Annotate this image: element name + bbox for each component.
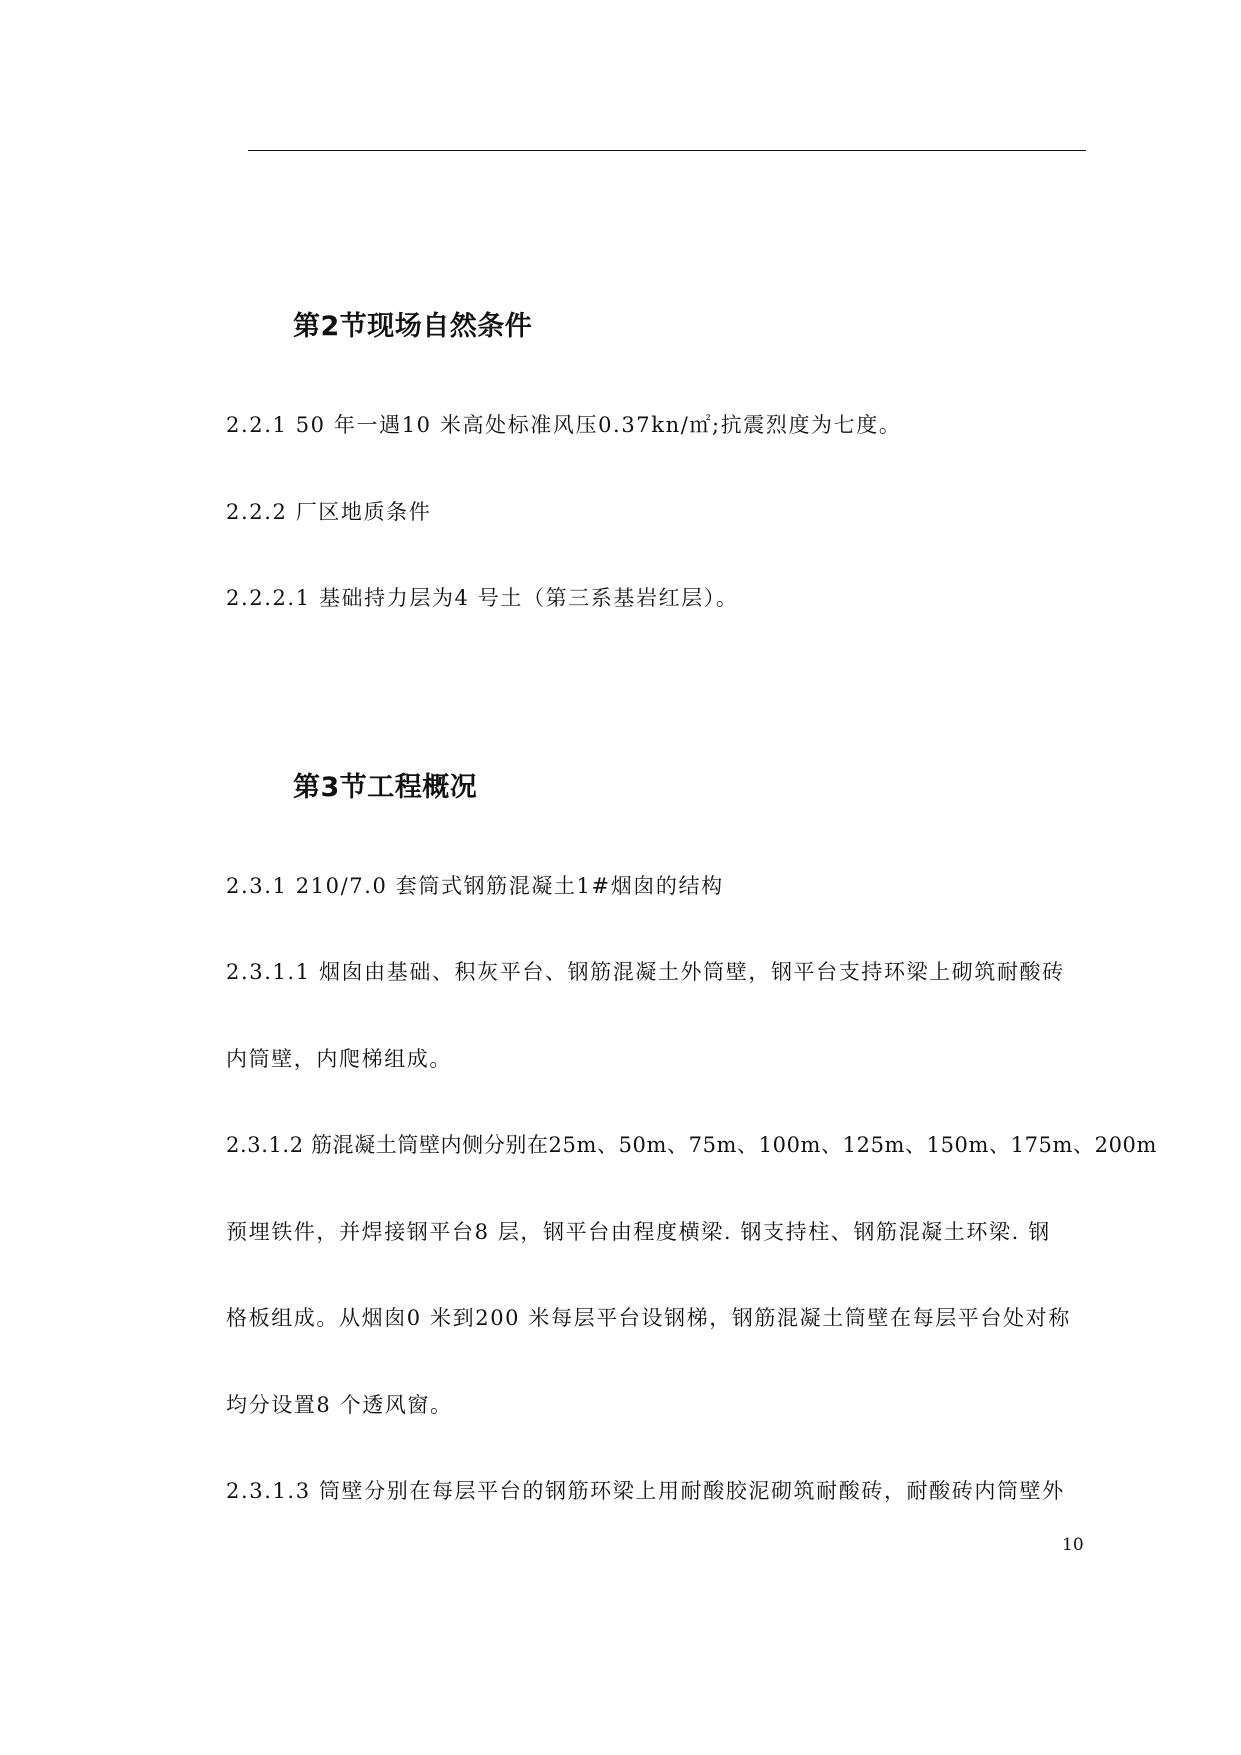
paragraph-2-3-1-2-line2: 预埋铁件，并焊接钢平台8 层，钢平台由程度横梁. 钢支持柱、钢筋混凝土环梁. 钢: [226, 1220, 1051, 1244]
page-number: 10: [1062, 1535, 1084, 1555]
section-heading-2: 第2节现场自然条件: [293, 311, 533, 342]
paragraph-2-3-1: 2.3.1 210/7.0 套筒式钢筋混凝土1#烟囱的结构: [226, 874, 724, 898]
paragraph-2-3-1-2-line3: 格板组成。从烟囱0 米到200 米每层平台设钢梯，钢筋混凝土筒壁在每层平台处对称: [226, 1306, 1071, 1330]
paragraph-2-2-2-1: 2.2.2.1 基础持力层为4 号土（第三系基岩红层）。: [226, 586, 739, 610]
header-rule: [248, 150, 1086, 151]
paragraph-2-3-1-1: 2.3.1.1 烟囱由基础、积灰平台、钢筋混凝土外筒壁，钢平台支持环梁上砌筑耐酸砖: [226, 960, 1065, 984]
paragraph-2-3-1-2-line4: 均分设置8 个透风窗。: [226, 1393, 453, 1417]
paragraph-2-2-1: 2.2.1 50 年一遇10 米高处标准风压0.37kn/㎡;抗震烈度为七度。: [226, 413, 902, 437]
section-heading-3: 第3节工程概况: [293, 772, 478, 803]
paragraph-2-2-2: 2.2.2 厂区地质条件: [226, 500, 432, 524]
paragraph-2-3-1-2: 2.3.1.2 筋混凝土筒壁内侧分别在25m、50m、75m、100m、125m、150m、175m、200m: [226, 1133, 1158, 1157]
paragraph-2-3-1-1-cont: 内筒壁，内爬梯组成。: [226, 1047, 452, 1071]
paragraph-2-3-1-3: 2.3.1.3 筒壁分别在每层平台的钢筋环梁上用耐酸胶泥砌筑耐酸砖，耐酸砖内筒壁外: [226, 1479, 1065, 1503]
